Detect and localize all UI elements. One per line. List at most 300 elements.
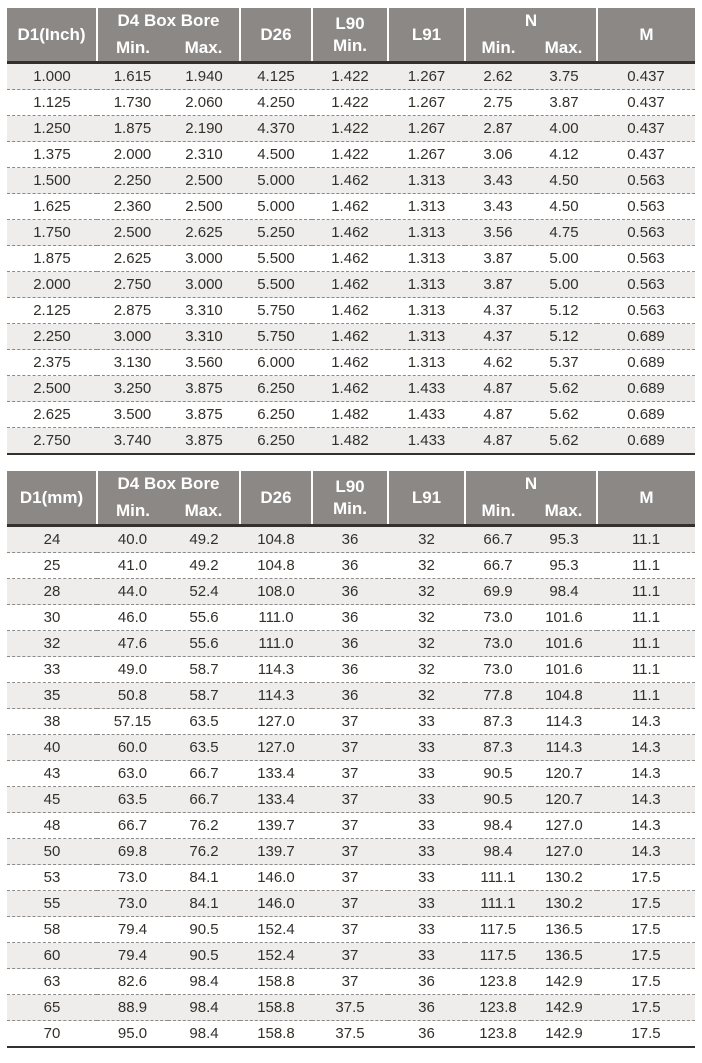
table-cell: 127.0: [531, 813, 597, 839]
table-cell: 5.62: [531, 428, 597, 455]
table-cell: 3.740: [97, 428, 168, 455]
table-cell: 111.0: [240, 631, 312, 657]
table-body-inch: [7, 63, 695, 455]
table-cell: 120.7: [531, 761, 597, 787]
table-cell: 2.625: [168, 220, 240, 246]
table-cell: 114.3: [240, 657, 312, 683]
table-cell: 5.500: [240, 246, 312, 272]
table-cell: 3.310: [168, 298, 240, 324]
table-cell: 98.4: [168, 995, 240, 1021]
table-cell: 1.433: [388, 428, 465, 455]
table-cell: 48: [7, 813, 97, 839]
table-cell: 117.5: [465, 943, 531, 969]
table-header: [7, 471, 695, 526]
table-cell: 0.437: [597, 63, 695, 90]
table-cell: 37: [312, 813, 388, 839]
table-cell: 95.3: [531, 553, 597, 579]
table-cell: 37: [312, 943, 388, 969]
table-cell: 2.000: [97, 142, 168, 168]
table-cell: 5.37: [531, 350, 597, 376]
column-header-d26: D26: [240, 471, 312, 526]
table-cell: 0.437: [597, 116, 695, 142]
table-cell: 63.5: [168, 735, 240, 761]
table-cell: 95.3: [531, 526, 597, 553]
table-cell: 45: [7, 787, 97, 813]
table-cell: 2.310: [168, 142, 240, 168]
table-cell: 127.0: [240, 735, 312, 761]
table-cell: 44.0: [97, 579, 168, 605]
table-cell: 1.462: [312, 298, 388, 324]
spec-table-mm: [7, 471, 695, 1048]
table-row: [7, 90, 695, 116]
table-cell: 3.87: [465, 272, 531, 298]
table-cell: 123.8: [465, 969, 531, 995]
table-cell: 33: [388, 917, 465, 943]
table-cell: 5.62: [531, 402, 597, 428]
table-cell: 58.7: [168, 683, 240, 709]
table-cell: 158.8: [240, 969, 312, 995]
table-cell: 1.422: [312, 142, 388, 168]
table-row: [7, 995, 695, 1021]
table-cell: 32: [7, 631, 97, 657]
table-cell: 3.87: [531, 90, 597, 116]
column-header-n-min: Min.: [465, 497, 531, 526]
table-cell: 17.5: [597, 865, 695, 891]
table-cell: 14.3: [597, 787, 695, 813]
table-cell: 11.1: [597, 579, 695, 605]
table-cell: 3.000: [97, 324, 168, 350]
table-cell: 17.5: [597, 891, 695, 917]
table-cell: 11.1: [597, 631, 695, 657]
table-cell: 3.75: [531, 63, 597, 90]
table-cell: 14.3: [597, 813, 695, 839]
table-cell: 11.1: [597, 657, 695, 683]
table-cell: 98.4: [168, 969, 240, 995]
table-cell: 0.689: [597, 324, 695, 350]
column-header-d4-max: Max.: [168, 497, 240, 526]
table-cell: 63: [7, 969, 97, 995]
table-cell: 2.125: [7, 298, 97, 324]
table-cell: 1.433: [388, 376, 465, 402]
table-cell: 5.000: [240, 168, 312, 194]
table-cell: 142.9: [531, 969, 597, 995]
table-cell: 69.9: [465, 579, 531, 605]
table-row: [7, 787, 695, 813]
table-cell: 3.875: [168, 428, 240, 455]
table-cell: 1.462: [312, 272, 388, 298]
table-row: [7, 605, 695, 631]
table-row: [7, 735, 695, 761]
table-row: [7, 428, 695, 455]
table-cell: 5.00: [531, 272, 597, 298]
table-cell: 30: [7, 605, 97, 631]
table-cell: 52.4: [168, 579, 240, 605]
table-row: [7, 631, 695, 657]
table-cell: 76.2: [168, 839, 240, 865]
table-cell: 108.0: [240, 579, 312, 605]
table-cell: 33: [388, 865, 465, 891]
column-header-d1: D1(mm): [7, 471, 97, 526]
table-cell: 3.000: [168, 246, 240, 272]
table-cell: 5.000: [240, 194, 312, 220]
table-cell: 1.730: [97, 90, 168, 116]
column-header-l90-min: [312, 8, 388, 63]
table-cell: 3.310: [168, 324, 240, 350]
table-cell: 2.62: [465, 63, 531, 90]
table-cell: 36: [312, 683, 388, 709]
table-cell: 2.75: [465, 90, 531, 116]
table-cell: 3.43: [465, 168, 531, 194]
column-header-d1: D1(Inch): [7, 8, 97, 63]
table-cell: 73.0: [465, 605, 531, 631]
table-row: [7, 943, 695, 969]
table-row: [7, 63, 695, 90]
table-cell: 50: [7, 839, 97, 865]
table-cell: 17.5: [597, 917, 695, 943]
table-cell: 98.4: [168, 1021, 240, 1048]
column-header-l90-line2: Min.: [333, 35, 367, 55]
table-cell: 1.462: [312, 246, 388, 272]
table-row: [7, 891, 695, 917]
table-cell: 35: [7, 683, 97, 709]
table-row: [7, 839, 695, 865]
table-cell: 0.689: [597, 428, 695, 455]
table-cell: 63.0: [97, 761, 168, 787]
table-cell: 90.5: [168, 917, 240, 943]
table-row: [7, 168, 695, 194]
table-row: [7, 813, 695, 839]
table-cell: 2.360: [97, 194, 168, 220]
table-cell: 17.5: [597, 995, 695, 1021]
table-cell: 2.500: [97, 220, 168, 246]
table-cell: 142.9: [531, 1021, 597, 1048]
table-cell: 33: [388, 891, 465, 917]
table-cell: 65: [7, 995, 97, 1021]
table-cell: 3.250: [97, 376, 168, 402]
table-cell: 63.5: [168, 709, 240, 735]
column-header-d4-min: Min.: [97, 34, 168, 63]
table-cell: 2.500: [168, 168, 240, 194]
table-cell: 2.500: [168, 194, 240, 220]
table-cell: 53: [7, 865, 97, 891]
table-cell: 79.4: [97, 917, 168, 943]
table-cell: 60.0: [97, 735, 168, 761]
table-cell: 4.370: [240, 116, 312, 142]
column-group-n: N: [465, 471, 597, 497]
table-cell: 111.0: [240, 605, 312, 631]
table-cell: 32: [388, 605, 465, 631]
table-row: [7, 1021, 695, 1048]
table-cell: 1.267: [388, 142, 465, 168]
table-cell: 104.8: [240, 553, 312, 579]
table-cell: 1.750: [7, 220, 97, 246]
table-cell: 37: [312, 969, 388, 995]
table-cell: 84.1: [168, 865, 240, 891]
table-cell: 36: [312, 605, 388, 631]
table-cell: 1.313: [388, 220, 465, 246]
table-cell: 63.5: [97, 787, 168, 813]
column-header-d26: D26: [240, 8, 312, 63]
table-cell: 3.875: [168, 376, 240, 402]
table-cell: 66.7: [465, 553, 531, 579]
table-cell: 11.1: [597, 553, 695, 579]
table-cell: 2.250: [97, 168, 168, 194]
table-cell: 14.3: [597, 735, 695, 761]
table-cell: 98.4: [465, 839, 531, 865]
table-cell: 114.3: [531, 735, 597, 761]
table-cell: 32: [388, 526, 465, 553]
table-row: [7, 579, 695, 605]
table-cell: 1.482: [312, 402, 388, 428]
table-cell: 1.313: [388, 246, 465, 272]
table-row: [7, 246, 695, 272]
table-cell: 37: [312, 709, 388, 735]
table-cell: 4.125: [240, 63, 312, 90]
table-row: [7, 350, 695, 376]
table-cell: 139.7: [240, 839, 312, 865]
table-cell: 36: [312, 631, 388, 657]
table-cell: 5.250: [240, 220, 312, 246]
table-cell: 90.5: [168, 943, 240, 969]
table-cell: 1.313: [388, 272, 465, 298]
column-header-l90-line1: L90: [335, 14, 365, 34]
table-cell: 5.00: [531, 246, 597, 272]
table-cell: 4.12: [531, 142, 597, 168]
column-group-d4-box-bore: D4 Box Bore: [97, 8, 240, 34]
table-row: [7, 116, 695, 142]
table-cell: 1.250: [7, 116, 97, 142]
table-cell: 114.3: [531, 709, 597, 735]
table-cell: 1.267: [388, 116, 465, 142]
table-cell: 4.37: [465, 298, 531, 324]
table-cell: 33: [388, 735, 465, 761]
table-cell: 43: [7, 761, 97, 787]
table-cell: 60: [7, 943, 97, 969]
table-cell: 37: [312, 735, 388, 761]
table-cell: 4.87: [465, 376, 531, 402]
table-row: [7, 917, 695, 943]
table-cell: 70: [7, 1021, 97, 1048]
table-cell: 133.4: [240, 761, 312, 787]
table-cell: 73.0: [465, 631, 531, 657]
table-cell: 32: [388, 657, 465, 683]
column-header-m: M: [597, 471, 695, 526]
table-cell: 49.0: [97, 657, 168, 683]
table-cell: 1.313: [388, 324, 465, 350]
table-cell: 0.563: [597, 194, 695, 220]
table-cell: 1.462: [312, 220, 388, 246]
table-row: [7, 865, 695, 891]
table-cell: 24: [7, 526, 97, 553]
table-cell: 2.625: [97, 246, 168, 272]
table-cell: 3.000: [168, 272, 240, 298]
table-cell: 1.482: [312, 428, 388, 455]
table-cell: 4.50: [531, 194, 597, 220]
table-cell: 3.06: [465, 142, 531, 168]
column-header-l91: L91: [388, 8, 465, 63]
table-cell: 17.5: [597, 1021, 695, 1048]
table-cell: 114.3: [240, 683, 312, 709]
table-cell: 98.4: [465, 813, 531, 839]
table-cell: 55.6: [168, 631, 240, 657]
table-cell: 57.15: [97, 709, 168, 735]
table-cell: 1.433: [388, 402, 465, 428]
table-cell: 66.7: [465, 526, 531, 553]
table-cell: 84.1: [168, 891, 240, 917]
table-cell: 6.250: [240, 376, 312, 402]
table-cell: 5.12: [531, 298, 597, 324]
table-cell: 120.7: [531, 787, 597, 813]
column-group-n: N: [465, 8, 597, 34]
table-cell: 37: [312, 839, 388, 865]
table-cell: 50.8: [97, 683, 168, 709]
table-cell: 123.8: [465, 995, 531, 1021]
table-cell: 32: [388, 631, 465, 657]
table-cell: 0.563: [597, 272, 695, 298]
table-cell: 3.875: [168, 402, 240, 428]
table-cell: 33: [388, 709, 465, 735]
table-cell: 146.0: [240, 865, 312, 891]
table-cell: 111.1: [465, 891, 531, 917]
table-cell: 11.1: [597, 683, 695, 709]
table-cell: 36: [388, 969, 465, 995]
table-cell: 90.5: [465, 787, 531, 813]
table-cell: 104.8: [240, 526, 312, 553]
table-cell: 87.3: [465, 709, 531, 735]
table-row: [7, 402, 695, 428]
table-cell: 25: [7, 553, 97, 579]
table-cell: 101.6: [531, 657, 597, 683]
table-cell: 1.267: [388, 90, 465, 116]
table-cell: 49.2: [168, 553, 240, 579]
table-cell: 37.5: [312, 995, 388, 1021]
table-cell: 152.4: [240, 917, 312, 943]
table-cell: 11.1: [597, 605, 695, 631]
column-header-d4-max: Max.: [168, 34, 240, 63]
column-header-n-min: Min.: [465, 34, 531, 63]
table-cell: 33: [388, 943, 465, 969]
table-cell: 0.437: [597, 90, 695, 116]
table-cell: 127.0: [240, 709, 312, 735]
table-cell: 2.375: [7, 350, 97, 376]
table-cell: 2.750: [7, 428, 97, 455]
table-row: [7, 657, 695, 683]
table-cell: 5.500: [240, 272, 312, 298]
table-cell: 133.4: [240, 787, 312, 813]
table-cell: 40.0: [97, 526, 168, 553]
table-cell: 152.4: [240, 943, 312, 969]
table-cell: 4.500: [240, 142, 312, 168]
table-row: [7, 298, 695, 324]
table-cell: 5.12: [531, 324, 597, 350]
column-header-d4-min: Min.: [97, 497, 168, 526]
table-cell: 76.2: [168, 813, 240, 839]
table-cell: 136.5: [531, 943, 597, 969]
table-cell: 49.2: [168, 526, 240, 553]
column-header-m: M: [597, 8, 695, 63]
table-cell: 2.250: [7, 324, 97, 350]
table-cell: 66.7: [97, 813, 168, 839]
table-cell: 33: [388, 787, 465, 813]
table-cell: 6.250: [240, 428, 312, 455]
table-cell: 55: [7, 891, 97, 917]
table-cell: 5.750: [240, 324, 312, 350]
table-cell: 2.750: [97, 272, 168, 298]
table-cell: 1.313: [388, 194, 465, 220]
table-cell: 0.437: [597, 142, 695, 168]
table-cell: 1.462: [312, 194, 388, 220]
table-cell: 1.422: [312, 116, 388, 142]
table-cell: 1.615: [97, 63, 168, 90]
table-cell: 73.0: [465, 657, 531, 683]
table-row: [7, 761, 695, 787]
table-cell: 146.0: [240, 891, 312, 917]
column-header-l90-line2: Min.: [333, 498, 367, 518]
table-cell: 3.500: [97, 402, 168, 428]
table-cell: 1.422: [312, 90, 388, 116]
table-cell: 90.5: [465, 761, 531, 787]
table-cell: 88.9: [97, 995, 168, 1021]
table-cell: 4.50: [531, 168, 597, 194]
table-cell: 11.1: [597, 526, 695, 553]
table-cell: 1.422: [312, 63, 388, 90]
table-cell: 1.500: [7, 168, 97, 194]
table-cell: 101.6: [531, 605, 597, 631]
table-cell: 5.62: [531, 376, 597, 402]
table-cell: 32: [388, 579, 465, 605]
table-cell: 40: [7, 735, 97, 761]
table-cell: 3.560: [168, 350, 240, 376]
table-cell: 6.000: [240, 350, 312, 376]
table-cell: 66.7: [168, 761, 240, 787]
table-cell: 1.875: [7, 246, 97, 272]
table-cell: 17.5: [597, 943, 695, 969]
table-cell: 1.462: [312, 376, 388, 402]
table-cell: 33: [7, 657, 97, 683]
table-cell: 4.250: [240, 90, 312, 116]
table-cell: 47.6: [97, 631, 168, 657]
table-row: [7, 376, 695, 402]
table-cell: 79.4: [97, 943, 168, 969]
table-cell: 1.313: [388, 350, 465, 376]
column-header-l90-min: [312, 471, 388, 526]
table-cell: 14.3: [597, 709, 695, 735]
table-cell: 117.5: [465, 917, 531, 943]
table-cell: 69.8: [97, 839, 168, 865]
table-cell: 4.37: [465, 324, 531, 350]
table-cell: 1.462: [312, 350, 388, 376]
table-cell: 1.375: [7, 142, 97, 168]
table-cell: 73.0: [97, 891, 168, 917]
table-cell: 0.563: [597, 220, 695, 246]
table-row: [7, 709, 695, 735]
table-cell: 33: [388, 761, 465, 787]
table-cell: 73.0: [97, 865, 168, 891]
table-cell: 2.060: [168, 90, 240, 116]
table-cell: 58.7: [168, 657, 240, 683]
table-cell: 36: [388, 995, 465, 1021]
table-row: [7, 969, 695, 995]
table-cell: 0.563: [597, 168, 695, 194]
table-cell: 6.250: [240, 402, 312, 428]
table-cell: 37: [312, 917, 388, 943]
table-cell: 36: [312, 579, 388, 605]
table-body-mm: [7, 526, 695, 1048]
table-row: [7, 553, 695, 579]
table-cell: 142.9: [531, 995, 597, 1021]
table-cell: 101.6: [531, 631, 597, 657]
table-cell: 0.689: [597, 376, 695, 402]
